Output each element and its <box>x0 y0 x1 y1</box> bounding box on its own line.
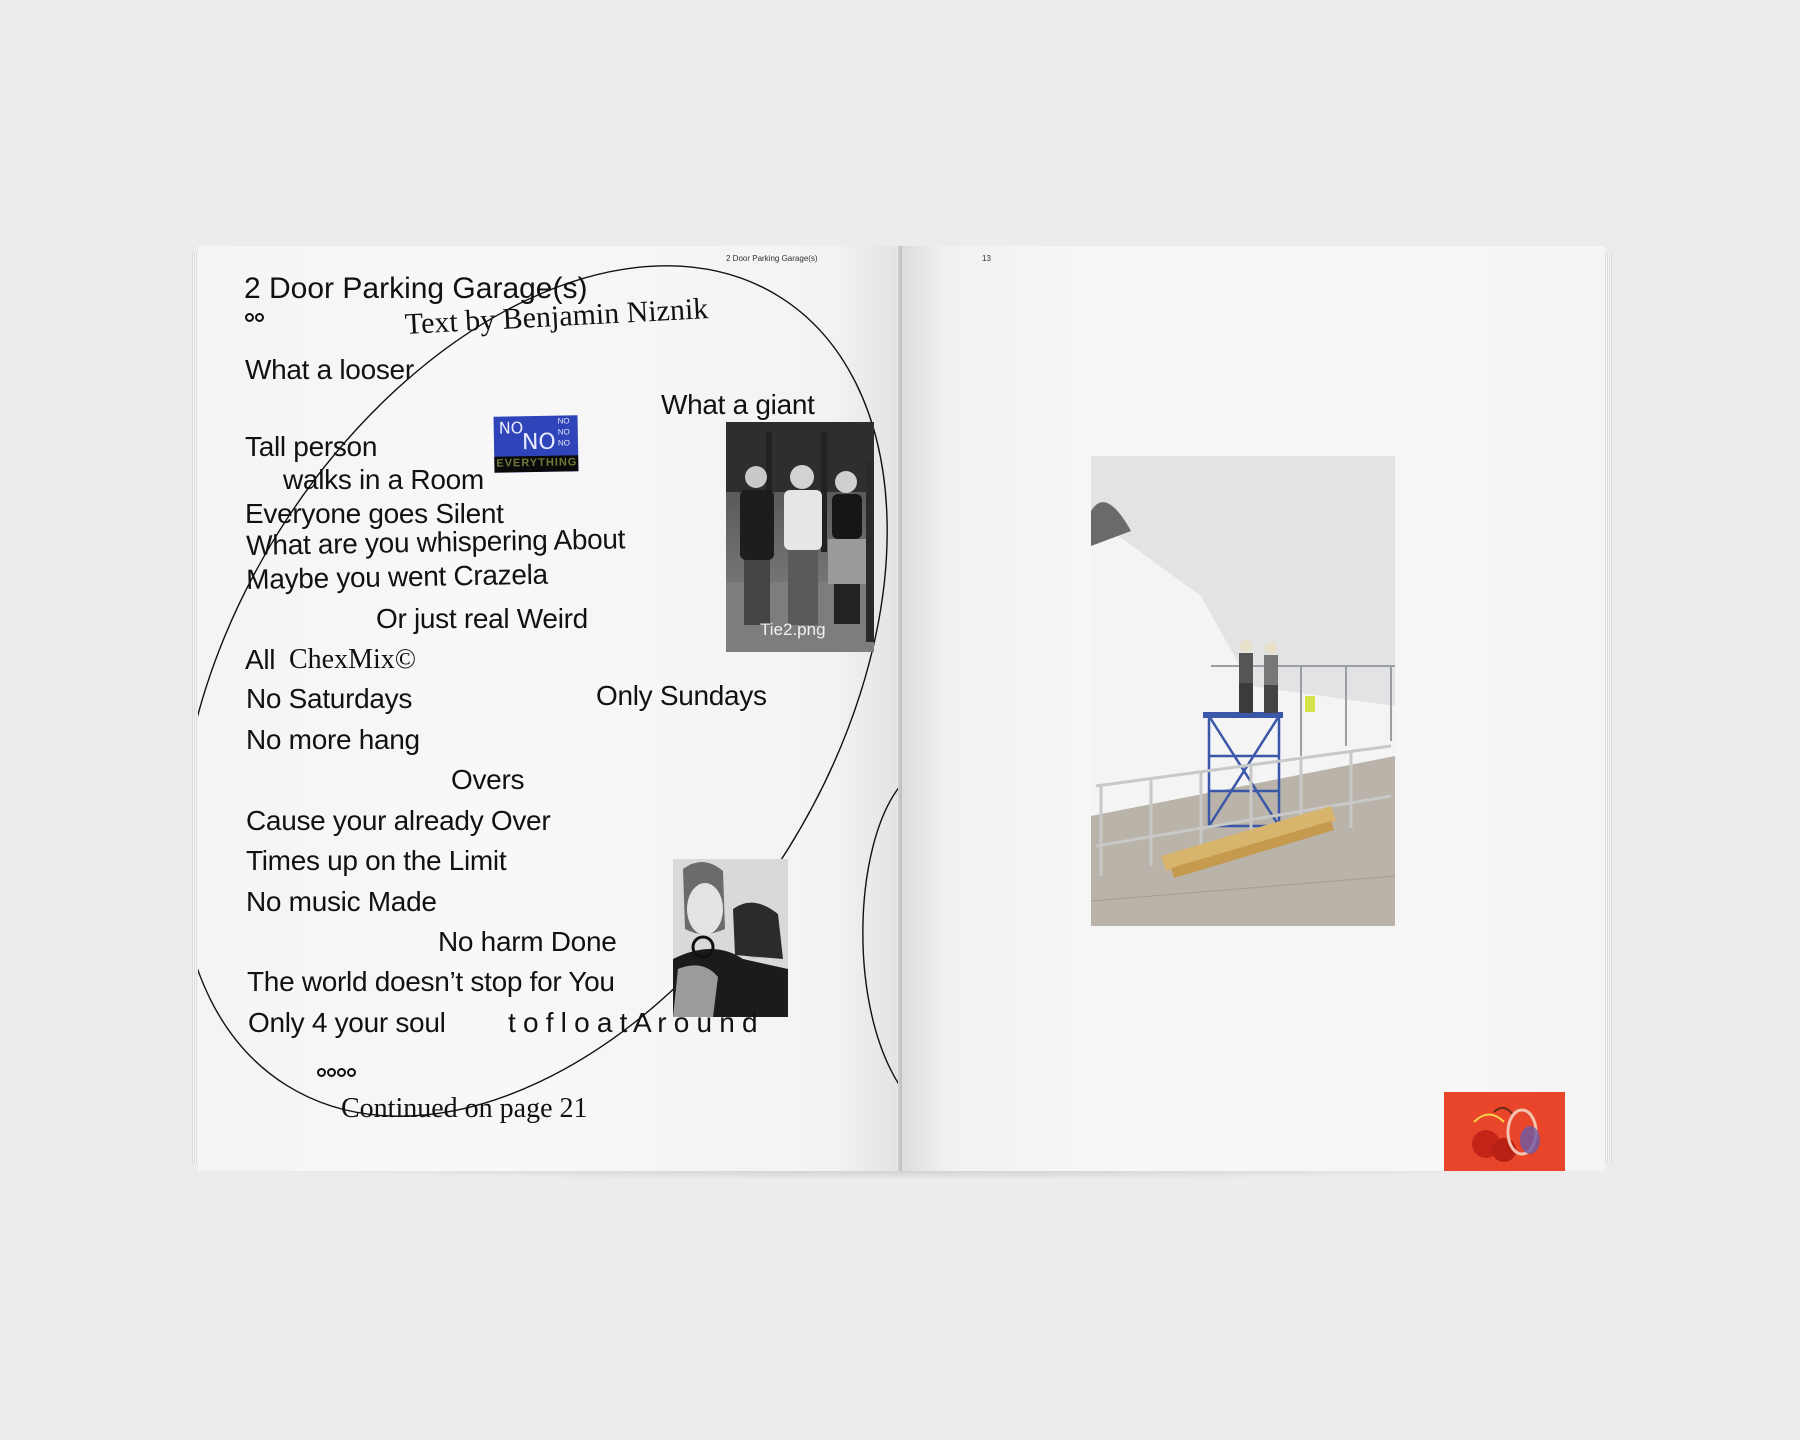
portrait-photo <box>673 859 788 1017</box>
scaffolding-photo <box>1091 456 1395 926</box>
poem-line: Times up on the Limit <box>246 845 507 876</box>
poem-line: What a looser <box>245 354 414 385</box>
right-page <box>902 246 1605 1171</box>
photo-caption: Tie2.png <box>760 620 826 639</box>
poem-line: walks in a Room <box>283 464 484 495</box>
poem-line: No Saturdays <box>246 683 413 714</box>
poem-line: The world doesn’t stop for You <box>247 966 615 997</box>
poem-line: Or just real Weird <box>376 603 588 634</box>
poem-line-spaced: t o f l o a t A r o u n d <box>508 1007 758 1038</box>
running-head: 2 Door Parking Garage(s) <box>726 254 818 263</box>
poem-line: All <box>245 644 276 675</box>
closing-dots <box>317 1064 357 1082</box>
poem-line: No more hang <box>246 724 420 755</box>
title-dots <box>245 309 265 327</box>
poem-line: Tall person <box>245 431 378 462</box>
group-photo <box>726 422 874 652</box>
poem-line: Maybe you went Crazela <box>246 558 549 595</box>
poem-line: No music Made <box>246 886 437 917</box>
no-no-sticker: NO NO NO NO NO EVERYTHING <box>494 415 579 472</box>
poem-line: What a giant <box>661 389 815 420</box>
poem-line: Cause your already Over <box>246 805 551 836</box>
poem-line: Overs <box>451 764 525 795</box>
poem-line: Only 4 your soul <box>248 1007 446 1038</box>
byline: Text by Benjamin Niznik <box>404 292 709 341</box>
page-number: 13 <box>982 254 991 263</box>
chexmix-text: ChexMix© <box>289 644 417 675</box>
article-title: 2 Door Parking Garage(s) <box>244 272 588 305</box>
poem-line: Only Sundays <box>596 680 767 711</box>
poem-line: Everyone goes Silent <box>245 498 504 529</box>
left-page <box>198 246 900 1171</box>
red-fruit-badge <box>1444 1092 1565 1171</box>
poem-line: No harm Done <box>438 926 617 957</box>
poem-line: What are you whispering About <box>246 523 626 561</box>
continued-note: Continued on page 21 <box>341 1093 588 1124</box>
